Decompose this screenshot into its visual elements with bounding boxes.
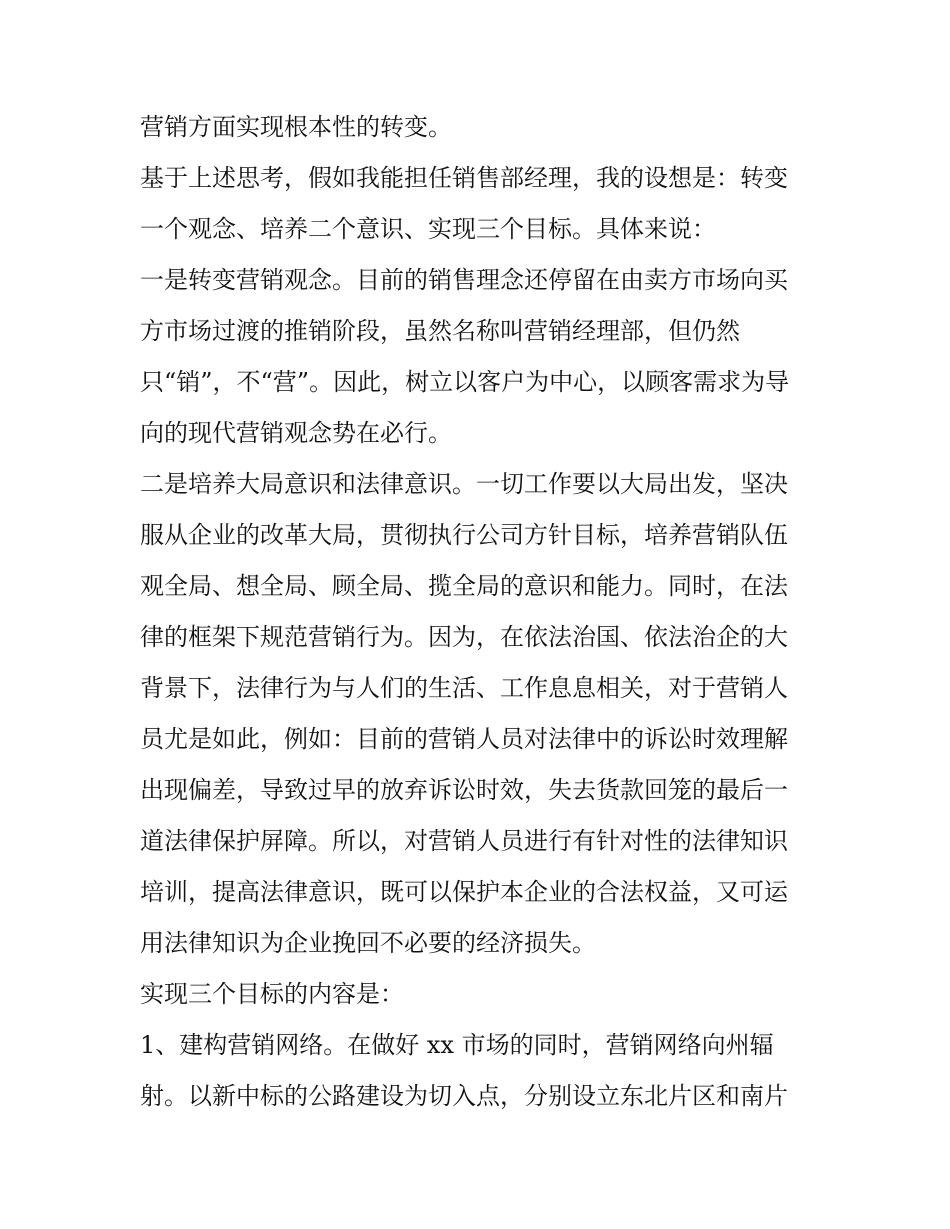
text-line: 二是培养大局意识和法律意识。一切工作要以大局出发，坚决 xyxy=(140,470,788,498)
text-line: 一个观念、培养二个意识、实现三个目标。具体来说： xyxy=(140,215,716,243)
text-line: 员尤是如此，例如：目前的营销人员对法律中的诉讼时效理解 xyxy=(140,725,788,753)
text-line: 只“销”，不“营”。因此，树立以客户为中心，以顾客需求为导 xyxy=(140,368,790,396)
text-line: 出现偏差，导致过早的放弃诉讼时效，失去货款回笼的最后一 xyxy=(140,776,788,804)
text-line: 1、建构营销网络。在做好 xx 市场的同时，营销网络向州辐 xyxy=(140,1031,774,1059)
document-body xyxy=(140,102,820,1122)
text-line: 培训，提高法律意识，既可以保护本企业的合法权益，又可运 xyxy=(140,878,788,906)
text-line: 用法律知识为企业挽回不必要的经济损失。 xyxy=(140,929,596,957)
text-line: 基于上述思考，假如我能担任销售部经理，我的设想是：转变 xyxy=(140,164,788,192)
text-line: 一是转变营销观念。目前的销售理念还停留在由卖方市场向买 xyxy=(140,266,788,294)
text-line: 向的现代营销观念势在必行。 xyxy=(140,419,452,447)
text-line: 服从企业的改革大局，贯彻执行公司方针目标，培养营销队伍 xyxy=(140,521,788,549)
text-line: 律的框架下规范营销行为。因为，在依法治国、依法治企的大 xyxy=(140,623,788,651)
text-line: 实现三个目标的内容是： xyxy=(140,980,404,1008)
text-line: 观全局、想全局、顾全局、揽全局的意识和能力。同时，在法 xyxy=(140,572,788,600)
text-line: 道法律保护屏障。所以，对营销人员进行有针对性的法律知识 xyxy=(140,827,788,855)
text-line: 射。以新中标的公路建设为切入点，分别设立东北片区和南片 xyxy=(140,1082,788,1110)
text-line: 方市场过渡的推销阶段，虽然名称叫营销经理部，但仍然 xyxy=(140,317,740,345)
text-line: 背景下，法律行为与人们的生活、工作息息相关，对于营销人 xyxy=(140,674,788,702)
text-line: 营销方面实现根本性的转变。 xyxy=(140,113,452,141)
